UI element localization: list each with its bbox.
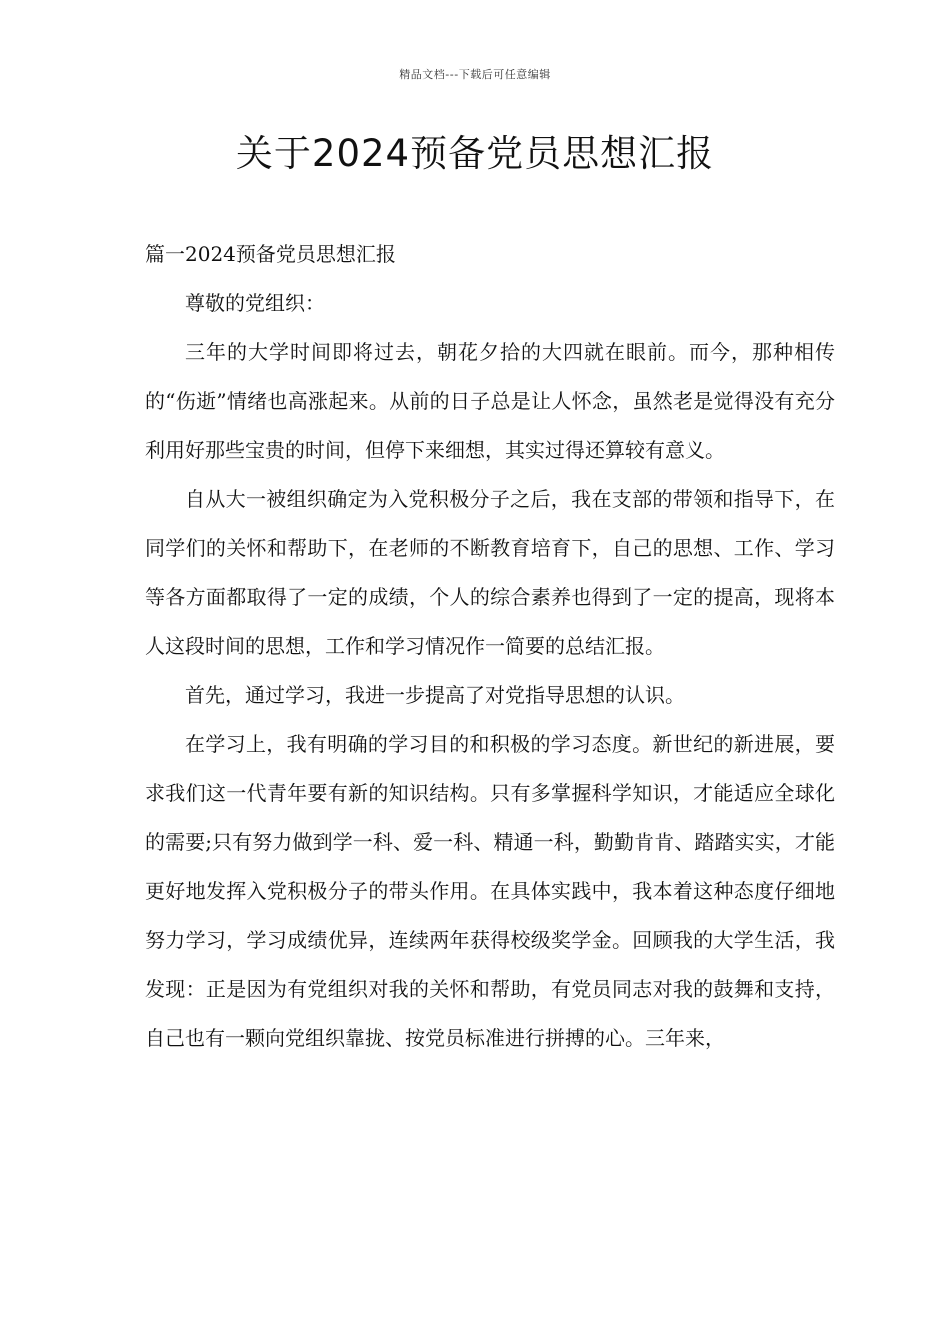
document-body (145, 230, 835, 1063)
section-heading: 篇一2024预备党员思想汇报 (145, 242, 396, 266)
paragraph-1: 三年的大学时间即将过去，朝花夕拾的大四就在眼前。而今，那种相传的“伤逝”情绪也高涨起来。从前的日子总是让人怀念，虽然老是觉得没有充分利用好那些宝贵的时间，但停下来细想，其实过得还算较有意义。 (145, 340, 835, 462)
document-title: 关于2024预备党员思想汇报 (235, 132, 715, 175)
paragraph-2: 自从大一被组织确定为入党积极分子之后，我在支部的带领和指导下，在同学们的关怀和帮助下，在老师的不断教育培育下，自己的思想、工作、学习等各方面都取得了一定的成绩，个人的综合素养也得到了一定的提高，现将本人这段时间的思想，工作和学习情况作一简要的总结汇报。 (145, 487, 835, 658)
paragraph-4: 在学习上，我有明确的学习目的和积极的学习态度。新世纪的新进展，要求我们这一代青年要有新的知识结构。只有多掌握科学知识，才能适应全球化的需要;只有努力做到学一科、爱一科、精通一科，勤勤肯肯、踏踏实实，才能更好地发挥入党积极分子的带头作用。在具体实践中，我本着这种态度仔细地努力学习，学习成绩优异，连续两年获得校级奖学金。回顾我的大学生活，我发现：正是因为有党组织对我的关怀和帮助，有党员同志对我的鼓舞和支持，自己也有一颗向党组织靠拢、按党员标准进行拼搏的心。三年来， (145, 732, 835, 1050)
header-note: 精品文档---下载后可任意编辑 (399, 68, 551, 81)
paragraph-salutation: 尊敬的党组织： (185, 291, 325, 315)
paragraph-3: 首先，通过学习，我进一步提高了对党指导思想的认识。 (185, 683, 685, 707)
